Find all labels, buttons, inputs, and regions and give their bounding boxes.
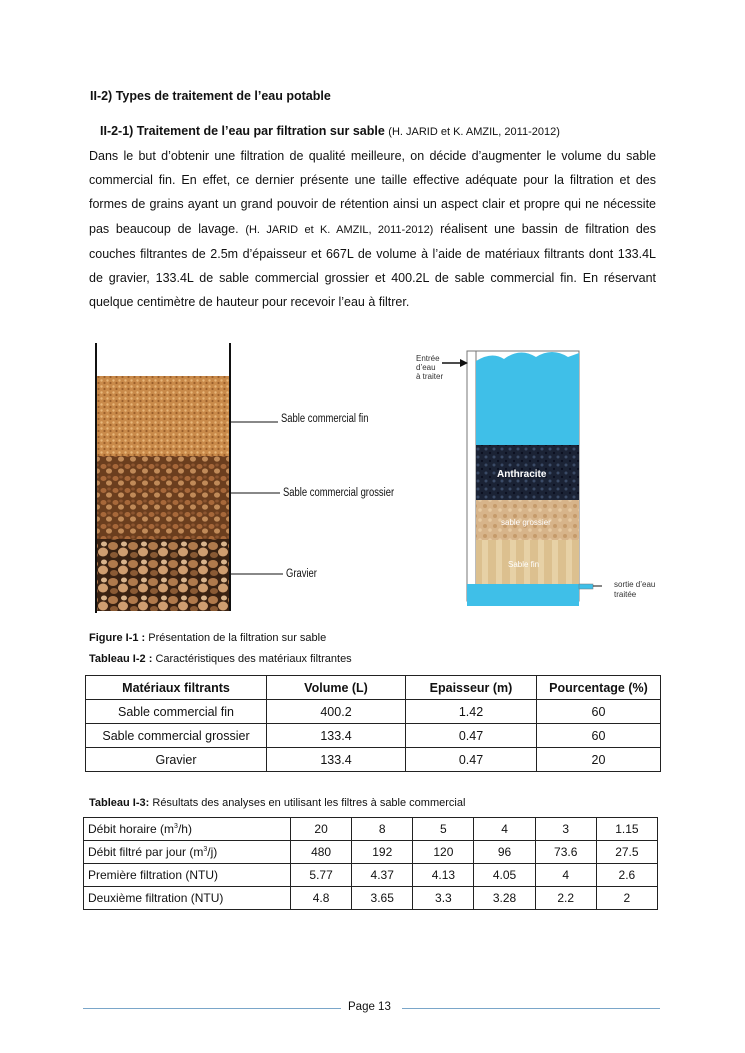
table-row <box>84 864 658 887</box>
table-cell: 4 <box>474 818 535 841</box>
inlet-line2: d’eau <box>416 363 436 372</box>
table-cell: 3.65 <box>352 887 413 910</box>
row-label: Débit filtré par jour $(m^3/j)$ <box>84 841 291 864</box>
table-cell: 1.42 <box>406 700 537 724</box>
fine-sand-layer <box>96 376 230 456</box>
table-cell: 4 <box>535 864 596 887</box>
table-cell: 4.05 <box>474 864 535 887</box>
table-header-cell: Epaisseur (m) <box>406 676 537 700</box>
footer-rule-left <box>83 1008 341 1009</box>
inlet-label <box>416 354 443 381</box>
outlet-line1: sortie d’eau <box>614 580 656 589</box>
table-header-row <box>86 676 661 700</box>
table-cell: 4.37 <box>352 864 413 887</box>
table-row <box>84 841 658 864</box>
table-cell: 133.4 <box>267 724 406 748</box>
section-heading: II-2) Types de traitement de l’eau potable <box>90 89 331 103</box>
table3-caption-label: Tableau I-3: <box>89 797 150 809</box>
coarse-sand-tank-label: sable grossier <box>501 518 551 527</box>
outlet-label <box>614 580 655 600</box>
table-cell: 4.8 <box>291 887 352 910</box>
paragraph-reference: (H. JARID et K. AMZIL, 2011-2012) <box>245 223 434 236</box>
table-cell: 480 <box>291 841 352 864</box>
fine-sand-tank-label: Sable fin <box>508 560 540 569</box>
paragraph-part2: réalisent une bassin de filtration des couches filtrantes de 2.5m d’épaisseur et 667L de volume à l’aide de matériaux filtrants dont 133.4L de gravier, 133.4L de sable commercial grossier et 400.2L de sable commercial fin. En réservant quelque centimètre de hauteur pour recevoir l’eau à filtrer. <box>89 221 656 310</box>
footer-rule-right <box>402 1008 660 1009</box>
table-header-cell: Pourcentage (%) <box>537 676 661 700</box>
table2-caption-text: Caractéristiques des matériaux filtrantes <box>155 653 352 665</box>
table-header-cell: Volume (L) <box>267 676 406 700</box>
figure-caption-text: Présentation de la filtration sur sable <box>148 632 327 644</box>
table-cell: 4.13 <box>413 864 474 887</box>
inlet-line1: Entrée <box>416 354 440 363</box>
row-label: Deuxième filtration (NTU) <box>84 887 291 910</box>
table-cell: 1.15 <box>596 818 657 841</box>
table-cell: 0.47 <box>406 724 537 748</box>
table-row <box>84 818 658 841</box>
table-row <box>86 724 661 748</box>
table-cell: 192 <box>352 841 413 864</box>
table-cell: 400.2 <box>267 700 406 724</box>
table-cell: Gravier <box>86 748 267 772</box>
table-row <box>84 887 658 910</box>
results-table <box>83 817 658 910</box>
gravel-layer <box>96 539 230 611</box>
anthracite-label: Anthracite <box>497 469 547 480</box>
table3-caption-text: Résultats des analyses en utilisant les filtres à sable commercial <box>152 797 466 809</box>
row-label: Première filtration (NTU) <box>84 864 291 887</box>
table-row <box>86 700 661 724</box>
table-cell: 3.28 <box>474 887 535 910</box>
table-cell: 20 <box>291 818 352 841</box>
subsection-heading <box>100 124 560 138</box>
table-cell: 120 <box>413 841 474 864</box>
table-cell: 5 <box>413 818 474 841</box>
figure-caption-label: Figure I-1 : <box>89 632 146 644</box>
table-cell: 2.6 <box>596 864 657 887</box>
row-label: Débit horaire $(m^3/h)$ <box>84 818 291 841</box>
table-cell: 5.77 <box>291 864 352 887</box>
table2-caption-label: Tableau I-2 : <box>89 653 153 665</box>
page-number: Page 13 <box>348 1001 391 1013</box>
table-cell: 8 <box>352 818 413 841</box>
table-cell: Sable commercial fin <box>86 700 267 724</box>
inlet-line3: à traiter <box>416 372 444 381</box>
coarse-sand-layer <box>96 456 230 539</box>
label-gravel: Gravier <box>286 568 317 580</box>
table-cell: 27.5 <box>596 841 657 864</box>
table-cell: 2 <box>596 887 657 910</box>
table-cell: 3 <box>535 818 596 841</box>
table3-caption <box>89 797 465 809</box>
body-paragraph <box>89 144 656 314</box>
subsection-title: II-2-1) Traitement de l’eau par filtration sur sable <box>100 124 385 138</box>
outlet-line2: traitée <box>614 590 637 599</box>
table-header-cell: Matériaux filtrants <box>86 676 267 700</box>
table-cell: 0.47 <box>406 748 537 772</box>
table-cell: 60 <box>537 724 661 748</box>
table-row <box>86 748 661 772</box>
table-cell: Sable commercial grossier <box>86 724 267 748</box>
table-cell: 60 <box>537 700 661 724</box>
table-cell: 2.2 <box>535 887 596 910</box>
figure-caption <box>89 632 326 644</box>
table-cell: 133.4 <box>267 748 406 772</box>
table2-caption <box>89 653 352 665</box>
table-cell: 3.3 <box>413 887 474 910</box>
paragraph-part1: Dans le but d’obtenir une filtration de qualité meilleure, on décide d’augmenter le volume du sable commercial fin. En effet, ce dernier présente une taille effective adéquate pour la filtration et des formes de grains ayant un grand pouvoir de rétention ainsi un aspect clair et propre qui ne nécessite pas beaucoup de lavage. <box>89 149 656 236</box>
table-cell: 96 <box>474 841 535 864</box>
table-cell: 73.6 <box>535 841 596 864</box>
materials-table <box>85 675 661 772</box>
subsection-reference: (H. JARID et K. AMZIL, 2011-2012) <box>388 126 560 138</box>
label-coarse-sand: Sable commercial grossier <box>283 487 395 499</box>
label-fine-sand: Sable commercial fin <box>281 413 369 425</box>
sand-layers-figure <box>88 343 408 615</box>
table-cell: 20 <box>537 748 661 772</box>
